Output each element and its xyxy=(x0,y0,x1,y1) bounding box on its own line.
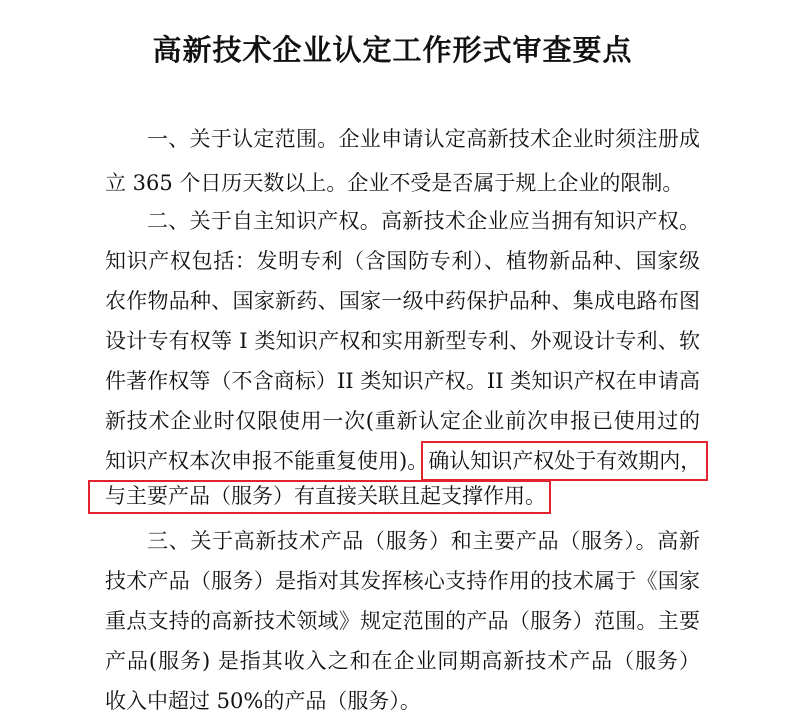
highlight-box-lower xyxy=(88,480,551,514)
paragraph-3-line-3: 重点支持的高新技术领域》规定范围的产品（服务）范围。主要 xyxy=(105,609,700,633)
paragraph-2-line-3: 农作物品种、国家新药、国家一级中药保护品种、集成电路布图 xyxy=(105,289,700,313)
paragraph-2-line-8: 与主要产品（服务）有直接关联且起支撑作用。 xyxy=(105,484,546,508)
paragraph-3-line-2: 技术产品（服务）是指对其发挥核心支持作用的技术属于《国家 xyxy=(105,569,700,593)
paragraph-3-line-5: 收入中超过 50%的产品（服务）。 xyxy=(105,689,421,713)
paragraph-2-line-1: 二、关于自主知识产权。高新技术企业应当拥有知识产权。 xyxy=(147,209,700,233)
paragraph-2-line-2: 知识产权包括：发明专利（含国防专利）、植物新品种、国家级 xyxy=(105,249,700,273)
paragraph-2-line-6: 新技术企业时仅限使用一次(重新认定企业前次申报已使用过的 xyxy=(105,409,700,433)
paragraph-2-line-4: 设计专有权等 I 类知识产权和实用新型专利、外观设计专利、软 xyxy=(105,329,700,353)
document-title: 高新技术企业认定工作形式审查要点 xyxy=(152,33,633,67)
highlight-box-upper xyxy=(421,441,708,481)
paragraph-2-line-7: 知识产权本次申报不能重复使用)。确认知识产权处于有效期内， xyxy=(105,449,702,473)
paragraph-2-line-5: 件著作权等（不含商标）II 类知识产权。II 类知识产权在申请高 xyxy=(105,369,700,393)
paragraph-1-line-2: 立 365 个日历天数以上。企业不受是否属于规上企业的限制。 xyxy=(105,171,684,195)
paragraph-3-line-4: 产品(服务) 是指其收入之和在企业同期高新技术产品（服务） xyxy=(105,649,700,673)
paragraph-3-line-1: 三、关于高新技术产品（服务）和主要产品（服务）。高新 xyxy=(147,529,700,553)
paragraph-1-line-1: 一、关于认定范围。企业申请认定高新技术企业时须注册成 xyxy=(147,127,700,151)
